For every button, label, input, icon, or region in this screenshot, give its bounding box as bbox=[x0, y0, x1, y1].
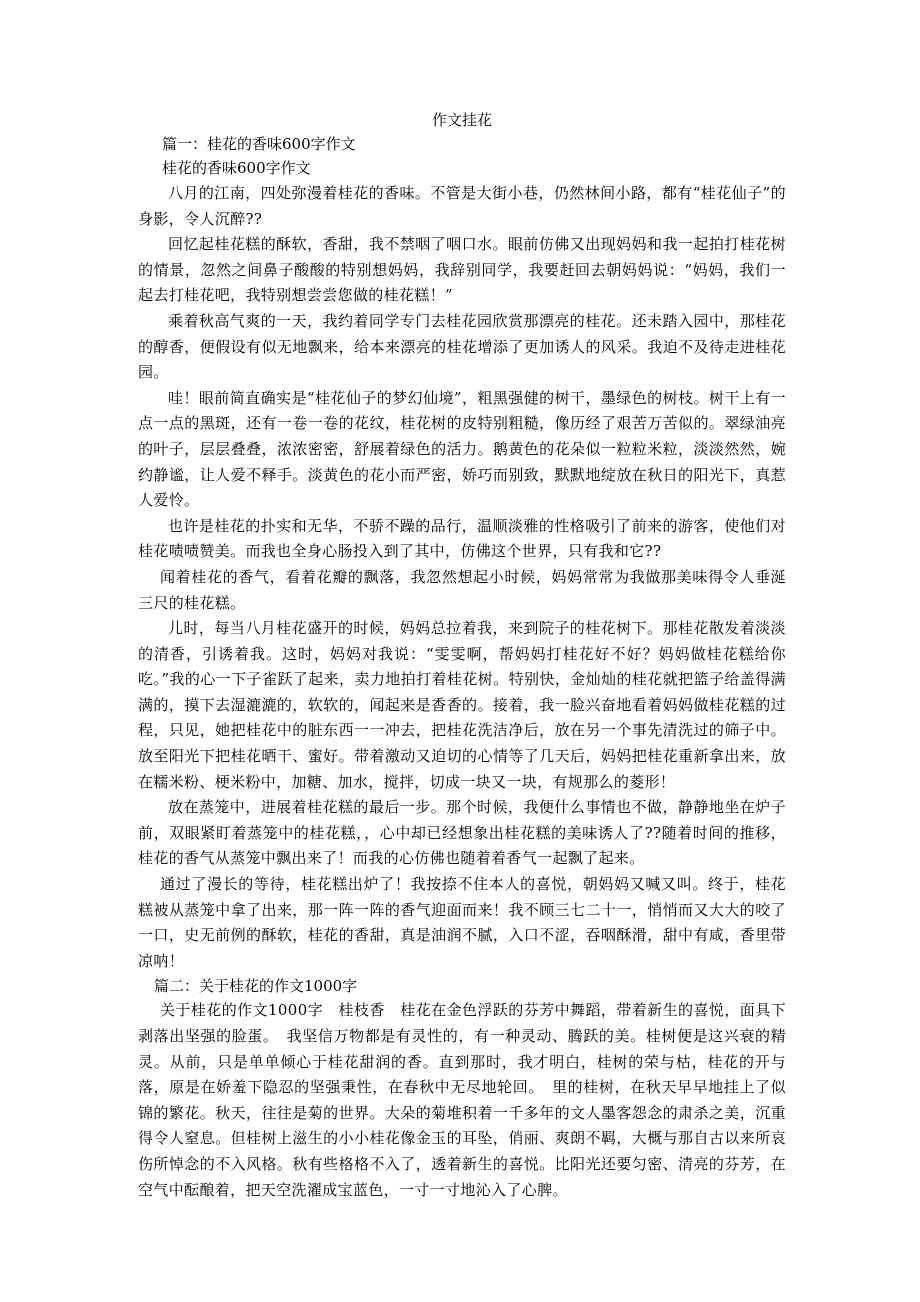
paragraph: 关于桂花的作文1000字 桂枝香 桂花在金色浮跃的芬芳中舞蹈，带着新生的喜悦，面具下剥落出坚强的脸蛋。 我坚信万物都是有灵性的，有一种灵动、腾跃的美。桂树便是这兴衰的精灵。从前，只是单单倾心于桂花甜润的香。直到那时，我才明白，桂树的荣与枯，桂花的开与落，原是在娇羞下隐忍的坚强秉性，在春秋中无尽地轮回。 里的桂树，在秋天早早地挂上了似锦的繁花。秋天，往往是菊的世界。大朵的菊堆积着一千多年的文人墨客怨念的肃杀之美，沉重得令人窒息。但桂树上滋生的小小桂花像金玉的耳坠，俏丽、爽朗不羁，大概与那自古以来所哀伤所悼念的不入风格。秋有些格格不入了，透着新生的喜悦。比阳光还要匀密、清亮的芬芳，在空气中酝酿着，把天空洗濯成宝蓝色，一寸一寸地沁入了心脾。 bbox=[138, 1001, 786, 1199]
section-1-heading: 篇一：桂花的香味600字作文 bbox=[162, 135, 356, 153]
paragraph: 放在蒸笼中，进展着桂花糕的最后一步。那个时候，我便什么事情也不做，静静地坐在炉子前，双眼紧盯着蒸笼中的桂花糕，，心中却已经想象出桂花糕的美味诱人了??随着时间的推移，桂花的香气从蒸笼中飘出来了！而我的心仿佛也随着着香气一起飘了起来。 bbox=[138, 798, 786, 868]
document-title: 作文挂花 bbox=[431, 111, 492, 129]
paragraph: 八月的江南，四处弥漫着桂花的香味。不管是大街小巷，仍然林间小路，都有“桂花仙子”的身影，令人沉醉?? bbox=[138, 184, 786, 228]
paragraph: 也许是桂花的扑实和无华，不骄不躁的品行，温顺淡雅的性格吸引了前来的游客，使他们对桂花啧啧赞美。而我也全身心肠投入到了其中，仿佛这个世界，只有我和它?? bbox=[138, 516, 786, 561]
paragraph: 儿时，每当八月桂花盛开的时候，妈妈总拉着我，来到院子的桂花树下。那桂花散发着淡淡的清香，引诱着我。这时，妈妈对我说：“雯雯啊，帮妈妈打桂花好不好？妈妈做桂花糕给你吃。”我的心一下子雀跃了起来，卖力地拍打着桂花树。特别快，金灿灿的桂花就把篮子给盖得满满的，摸下去湿漉漉的，软软的，闻起来是香香的。接着，我一脸兴奋地看着妈妈做桂花糕的过程，只见，她把桂花中的脏东西一一冲去，把桂花洗洁净后，放在另一个事先清洗过的筛子中。放至阳光下把桂花晒干、蜜好。带着激动又迫切的心情等了几天后，妈妈把桂花重新拿出来，放在糯米粉、梗米粉中，加糖、加水，搅拌，切成一块又一块，有规那么的菱形！ bbox=[138, 619, 786, 791]
paragraph: 闻着桂花的香气，看着花瓣的飘落，我忽然想起小时候，妈妈常常为我做那美味得令人垂涎三尺的桂花糕。 bbox=[138, 567, 786, 612]
paragraph: 哇！眼前简直确实是“桂花仙子的梦幻仙境”，粗黑强健的树干，墨绿色的树枝。树干上有一点一点的黑斑，还有一卷一卷的花纹，桂花树的皮特别粗糙，像历经了艰苦万苦似的。翠绿油亮的叶子，层层叠叠，浓浓密密，舒展着绿色的活力。鹅黄色的花朵似一粒粒米粒，淡淡然然，婉约静谧，让人爱不释手。淡黄色的花小而严密，娇巧而别致，默默地绽放在秋日的阳光下，真惹人爱怜。 bbox=[138, 388, 786, 510]
paragraph: 乘着秋高气爽的一天，我约着同学专门去桂花园欣赏那漂亮的桂花。还未踏入园中，那桂花的醇香，便假设有似无地飘来，给本来漂亮的桂花增添了更加诱人的风采。我迫不及待走进桂花园。 bbox=[138, 311, 786, 382]
paragraph: 回忆起桂花糕的酥软，香甜，我不禁咽了咽口水。眼前仿佛又出现妈妈和我一起拍打桂花树的情景，忽然之间鼻子酸酸的特别想妈妈，我辞别同学，我要赶回去朝妈妈说：“妈妈，我们一起去打桂花吧，我特别想尝尝您做的桂花糕！” bbox=[138, 235, 786, 305]
section-1-subtitle: 桂花的香味600字作文 bbox=[162, 159, 311, 177]
paragraph: 通过了漫长的等待，桂花糕出炉了！我按捺不住本人的喜悦，朝妈妈又喊又叫。终于，桂花糕被从蒸笼中拿了出来，那一阵一阵的香气迎面而来！我不顾三七二十一，悄悄而又大大的咬了一口，史无前例的酥软，桂花的香甜，真是油润不腻，入口不涩，吞咽酥滑，甜中有咸，香里带凉呐！ bbox=[138, 875, 786, 970]
section-2-heading: 篇二：关于桂花的作文1000字 bbox=[154, 977, 358, 996]
document-page bbox=[138, 108, 786, 1203]
